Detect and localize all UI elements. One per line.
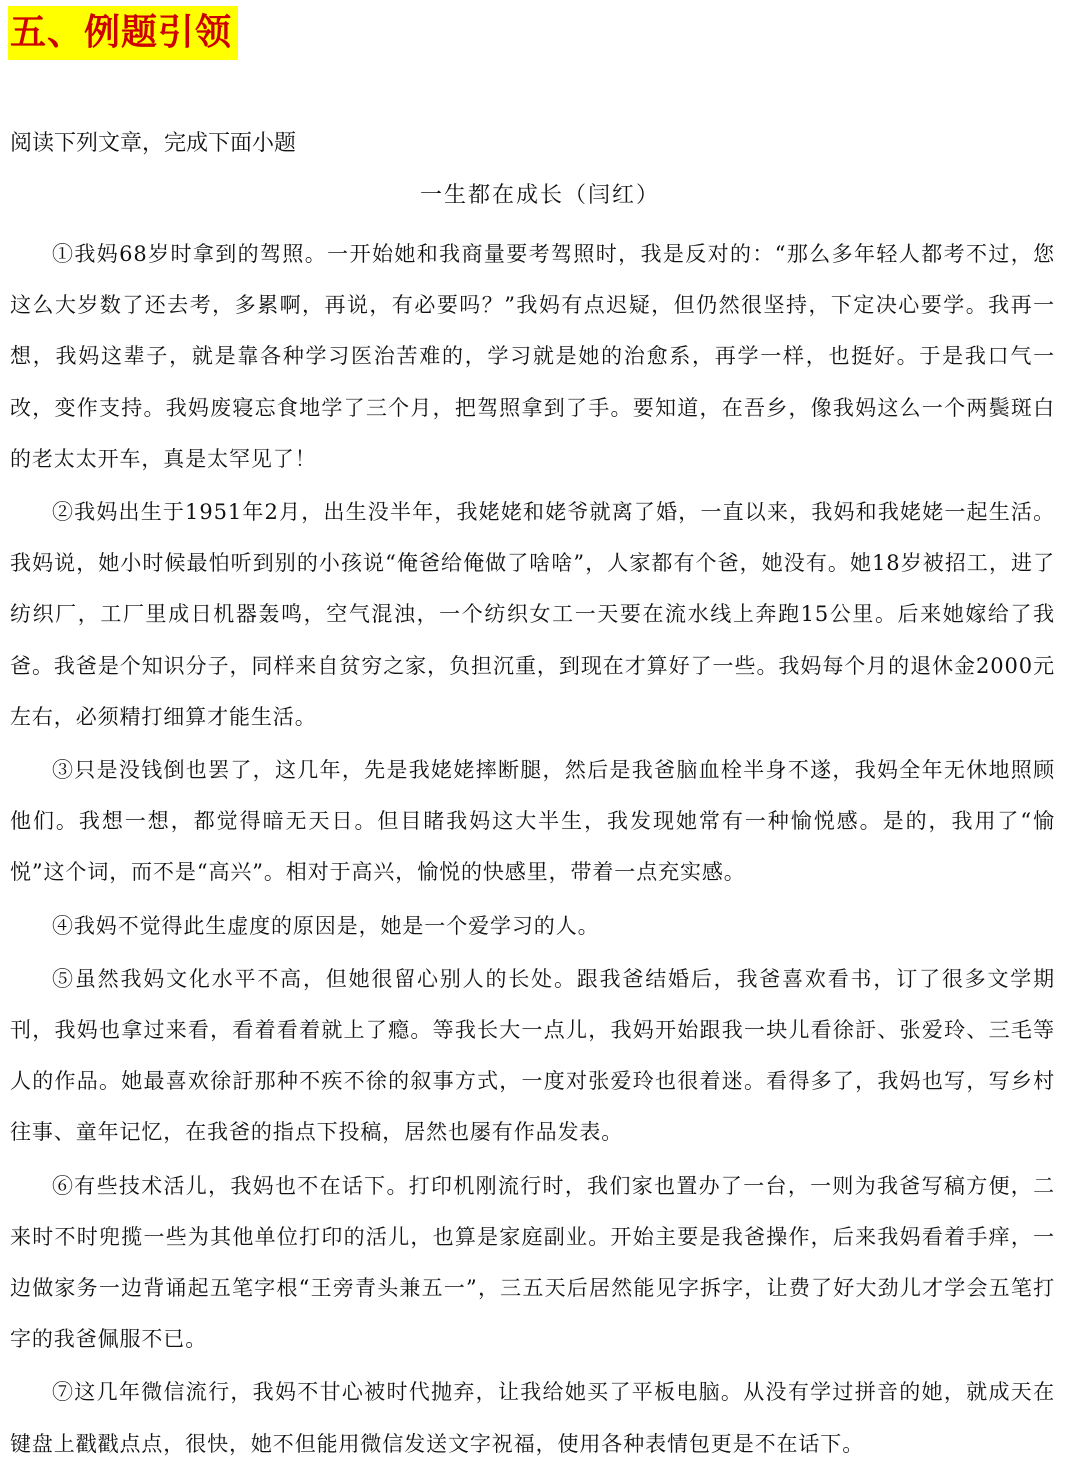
- paragraph-5: ⑤虽然我妈文化水平不高，但她很留心别人的长处。跟我爸结婚后，我爸喜欢看书，订了很多文学期刊，我妈也拿过来看，看着看着就上了瘾。等我长大一点儿，我妈开始跟我一块儿看徐訏、张爱玲、三毛等人的作品。她最喜欢徐訏那种不疾不徐的叙事方式，一度对张爱玲也很着迷。看得多了，我妈也写，写乡村往事、童年记忆，在我爸的指点下投稿，居然也屡有作品发表。: [10, 966, 1055, 1145]
- article-body: [10, 229, 1055, 1470]
- paragraph-6: ⑥有些技术活儿，我妈也不在话下。打印机刚流行时，我们家也置办了一台，一则为我爸写稿方便，二来时不时兜揽一些为其他单位打印的活儿，也算是家庭副业。开始主要是我爸操作，后来我妈看着手痒，一边做家务一边背诵起五笔字根“王旁青头兼五一”，三五天后居然能见字拆字，让费了好大劲儿才学会五笔打字的我爸佩服不已。: [10, 1173, 1055, 1352]
- question-instruction: 阅读下列文章，完成下面小题: [10, 131, 297, 156]
- paragraph-7: ⑦这几年微信流行，我妈不甘心被时代抛弃，让我给她买了平板电脑。从没有学过拼音的她，就成天在键盘上戳戳点点，很快，她不但能用微信发送文字祝福，使用各种表情包更是不在话下。: [10, 1380, 1055, 1456]
- section-title: 五、例题引领: [8, 6, 238, 60]
- article-title: 一生都在成长（闫红）: [419, 183, 660, 208]
- paragraph-1: ①我妈68岁时拿到的驾照。一开始她和我商量要考驾照时，我是反对的：“那么多年轻人都考不过，您这么大岁数了还去考，多累啊，再说，有必要吗？”我妈有点迟疑，但仍然很坚持，下定决心要学。我再一想，我妈这辈子，就是靠各种学习医治苦难的，学习就是她的治愈系，再学一样，也挺好。于是我口气一改，变作支持。我妈废寝忘食地学了三个月，把驾照拿到了手。要知道，在吾乡，像我妈这么一个两鬓斑白的老太太开车，真是太罕见了！: [10, 242, 1055, 471]
- paragraph-4: ④我妈不觉得此生虚度的原因是，她是一个爱学习的人。: [52, 913, 600, 938]
- paragraph-2: ②我妈出生于1951年2月，出生没半年，我姥姥和姥爷就离了婚，一直以来，我妈和我姥姥一起生活。我妈说，她小时候最怕听到别的小孩说“俺爸给俺做了啥啥”，人家都有个爸，她没有。她18岁被招工，进了纺织厂，工厂里成日机器轰鸣，空气混浊，一个纺织女工一天要在流水线上奔跑15公里。后来她嫁给了我爸。我爸是个知识分子，同样来自贫穷之家，负担沉重，到现在才算好了一些。我妈每个月的退休金2000元左右，必须精打细算才能生活。: [10, 500, 1055, 729]
- paragraph-3: ③只是没钱倒也罢了，这几年，先是我姥姥摔断腿，然后是我爸脑血栓半身不遂，我妈全年无休地照顾他们。我想一想，都觉得暗无天日。但目睹我妈这大半生，我发现她常有一种愉悦感。是的，我用了“愉悦”这个词，而不是“高兴”。相对于高兴，愉悦的快感里，带着一点充实感。: [10, 758, 1055, 885]
